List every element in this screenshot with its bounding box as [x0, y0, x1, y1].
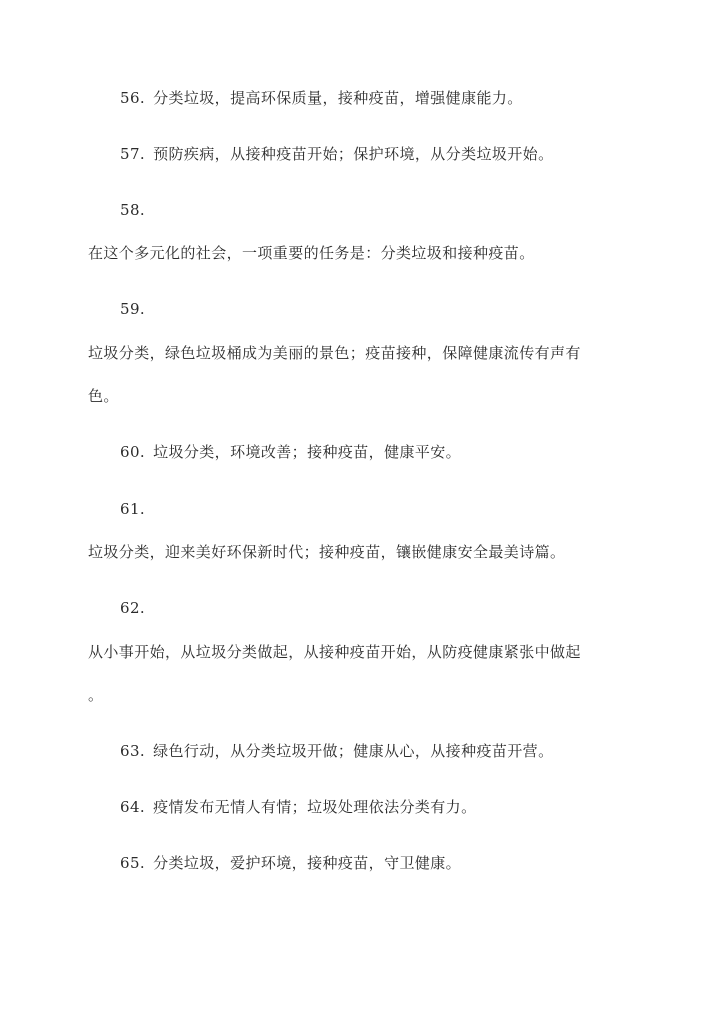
item-text: 绿色行动，从分类垃圾开做；健康从心，从接种疫苗开营。: [153, 742, 554, 760]
item-number: 56.: [120, 89, 146, 107]
list-item: [120, 797, 476, 817]
item-number: 62.: [120, 599, 146, 617]
item-number: 60.: [120, 443, 146, 461]
list-item: [120, 853, 461, 873]
item-number: 65.: [120, 854, 146, 872]
item-text: 预防疾病，从接种疫苗开始；保护环境，从分类垃圾开始。: [153, 145, 554, 163]
item-text-line1: 从小事开始，从垃圾分类做起，从接种疫苗开始，从防疫健康紧张中做起: [88, 643, 581, 661]
item-text-line2: 色。: [88, 387, 119, 405]
item-number: 59.: [120, 300, 146, 318]
item-number: 63.: [120, 742, 146, 760]
list-item: [120, 442, 461, 462]
list-item: [120, 144, 553, 164]
item-text: 疫情发布无情人有情；垃圾处理依法分类有力。: [153, 798, 477, 816]
item-text: 垃圾分类，环境改善；接种疫苗，健康平安。: [153, 443, 462, 461]
item-text: 在这个多元化的社会，一项重要的任务是：分类垃圾和接种疫苗。: [88, 244, 535, 262]
item-text: 垃圾分类，迎来美好环保新时代；接种疫苗，镶嵌健康安全最美诗篇。: [88, 543, 566, 561]
item-number: 57.: [120, 145, 146, 163]
item-text-line1: 垃圾分类，绿色垃圾桶成为美丽的景色；疫苗接种，保障健康流传有声有: [88, 344, 581, 362]
item-number: 64.: [120, 798, 146, 816]
item-text: 分类垃圾，提高环保质量，接种疫苗，增强健康能力。: [153, 89, 523, 107]
list-item: [120, 741, 553, 761]
item-number: 58.: [120, 201, 146, 219]
item-number: 61.: [120, 500, 146, 518]
item-text-line2: 。: [88, 686, 104, 704]
list-item: [120, 88, 523, 108]
item-text: 分类垃圾，爱护环境，接种疫苗，守卫健康。: [153, 854, 462, 872]
